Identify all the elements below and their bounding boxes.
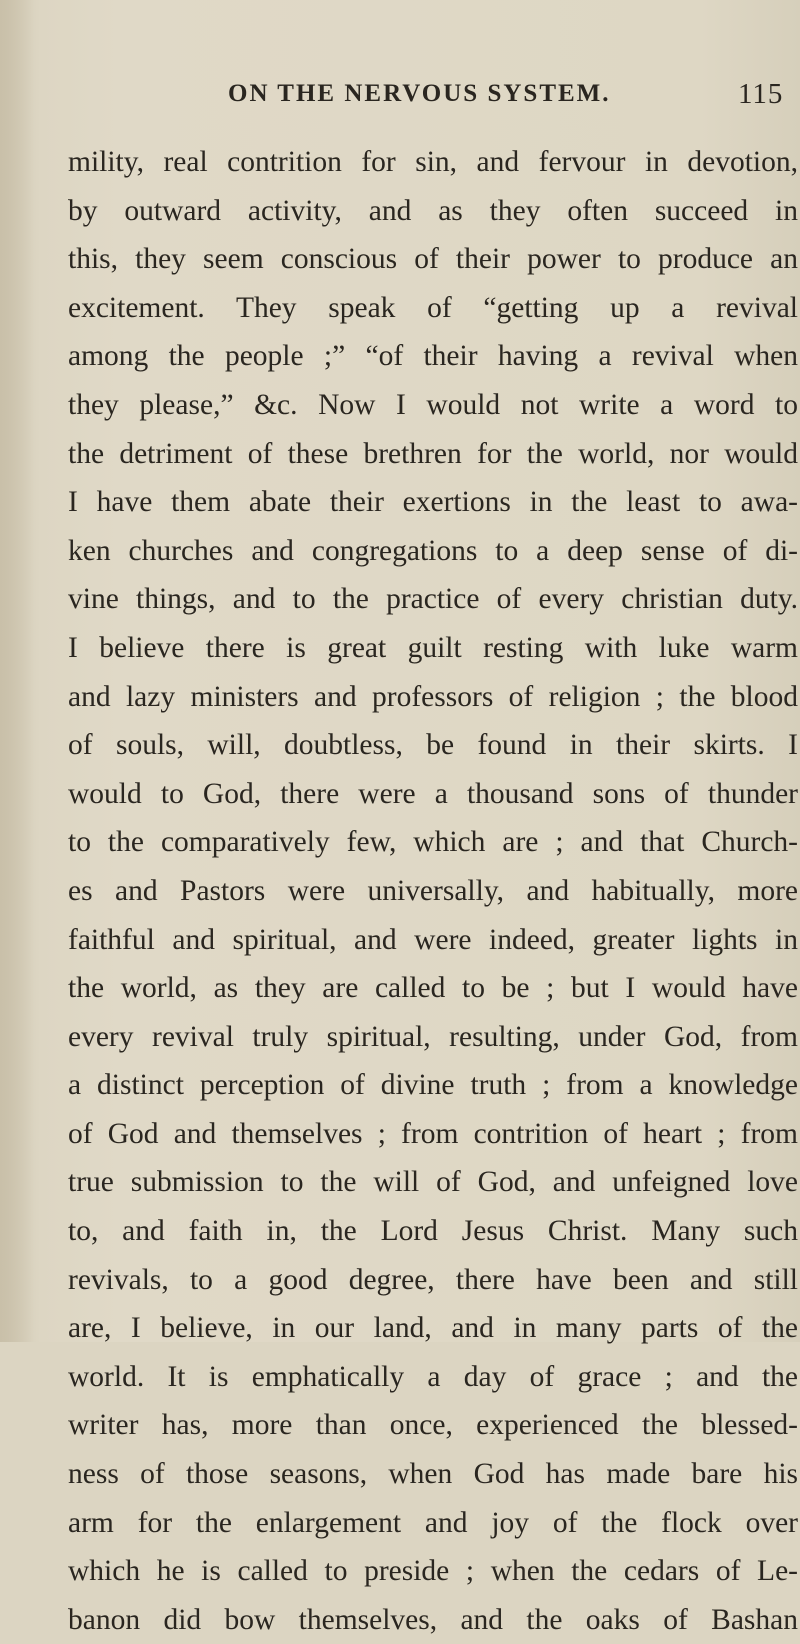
text-line: among the people ;” “of their having a revival when [68,340,798,373]
text-line: every revival truly spiritual, resulting, under God, from [68,1020,798,1053]
text-line: they please,” &c. Now I would not write a word to [68,388,798,421]
text-line: to the comparatively few, which are ; and that Church- [68,826,798,859]
body-text [68,138,798,1644]
text-line: vine things, and to the practice of every christian duty. [68,583,798,616]
text-line: ness of those seasons, when God has made bare his [68,1458,798,1491]
text-line: of God and themselves ; from contrition of heart ; from [68,1117,798,1150]
text-line: to, and faith in, the Lord Jesus Christ. Many such [68,1215,798,1248]
text-line: revivals, to a good degree, there have been and still [68,1263,798,1296]
text-line: a distinct perception of divine truth ; from a knowledge [68,1069,798,1102]
page-edge-shadow [0,0,34,1342]
text-line: faithful and spiritual, and were indeed, greater lights in [68,923,798,956]
page-number: 115 [738,78,784,110]
text-line: the world, as they are called to be ; but I would have [68,972,798,1005]
text-line: writer has, more than once, experienced the blessed- [68,1409,798,1442]
running-header [228,78,784,120]
text-line: and lazy ministers and professors of religion ; the blood [68,680,798,713]
text-line: this, they seem conscious of their power to produce an [68,243,798,276]
text-line: I believe there is great guilt resting with luke warm [68,631,798,664]
text-line: of souls, will, doubtless, be found in their skirts. I [68,729,798,762]
running-title: ON THE NERVOUS SYSTEM. [228,80,611,107]
text-line: are, I believe, in our land, and in many parts of the [68,1312,798,1345]
text-line: I have them abate their exertions in the least to awa- [68,486,798,519]
text-line: which he is called to preside ; when the cedars of Le- [68,1555,798,1588]
text-line: the detriment of these brethren for the world, nor would [68,437,798,470]
text-line: mility, real contrition for sin, and fervour in devotion, [68,146,798,178]
text-line: es and Pastors were universally, and habitually, more [68,874,798,907]
text-line: ken churches and congregations to a deep sense of di- [68,534,798,567]
text-line: banon did bow themselves, and the oaks of Bashan [68,1603,798,1636]
text-line: excitement. They speak of “getting up a revival [68,291,798,324]
text-line: true submission to the will of God, and unfeigned love [68,1166,798,1199]
text-line: world. It is emphatically a day of grace ; and the [68,1360,798,1393]
text-line: arm for the enlargement and joy of the flock over [68,1506,798,1539]
text-line: would to God, there were a thousand sons of thunder [68,777,798,810]
text-line: by outward activity, and as they often succeed in [68,194,798,227]
